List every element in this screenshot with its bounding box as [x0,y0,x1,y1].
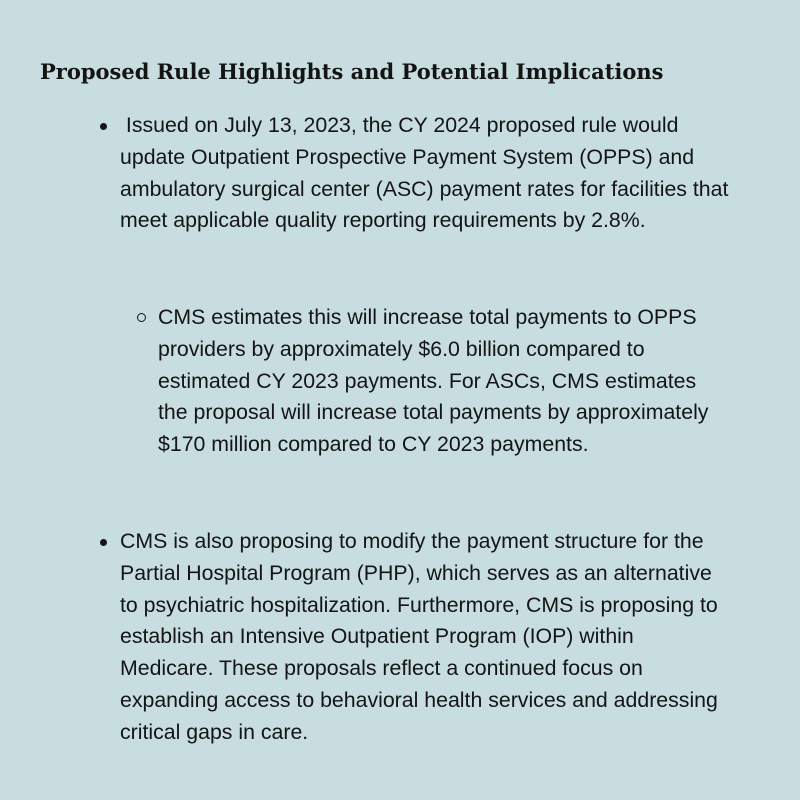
list-item [120,110,735,237]
list-item [120,526,730,749]
list-item-text: CMS is also proposing to modify the payment structure for the Partial Hospital Program (PHP), which serves as an alternative to psychiatric hospitalization. Furthermore, CMS is proposing to establish an Intensive Outpatient Program (IOP) within Medicare. These proposals reflect a continued focus on expanding access to behavioral health services and addressing critical gaps in care. [120,529,718,744]
sub-list-item-text: CMS estimates this will increase total payments to OPPS providers by approximately $6.0 billion compared to estimated CY 2023 payments. For ASCs, CMS estimates the proposal will increase total payments by approximately $170 million compared to CY 2023 payments. [158,305,709,457]
bullet-circle-icon [137,313,146,322]
page-title: Proposed Rule Highlights and Potential Implications [40,59,664,84]
bullet-disc-icon [100,539,107,546]
list-item-text: Issued on July 13, 2023, the CY 2024 proposed rule would update Outpatient Prospective Payment System (OPPS) and ambulatory surgical center (ASC) payment rates for facilities that meet applicable quality reporting requirements by 2.8%. [120,113,735,233]
bullet-disc-icon [100,123,107,130]
sub-list-item [158,302,723,461]
